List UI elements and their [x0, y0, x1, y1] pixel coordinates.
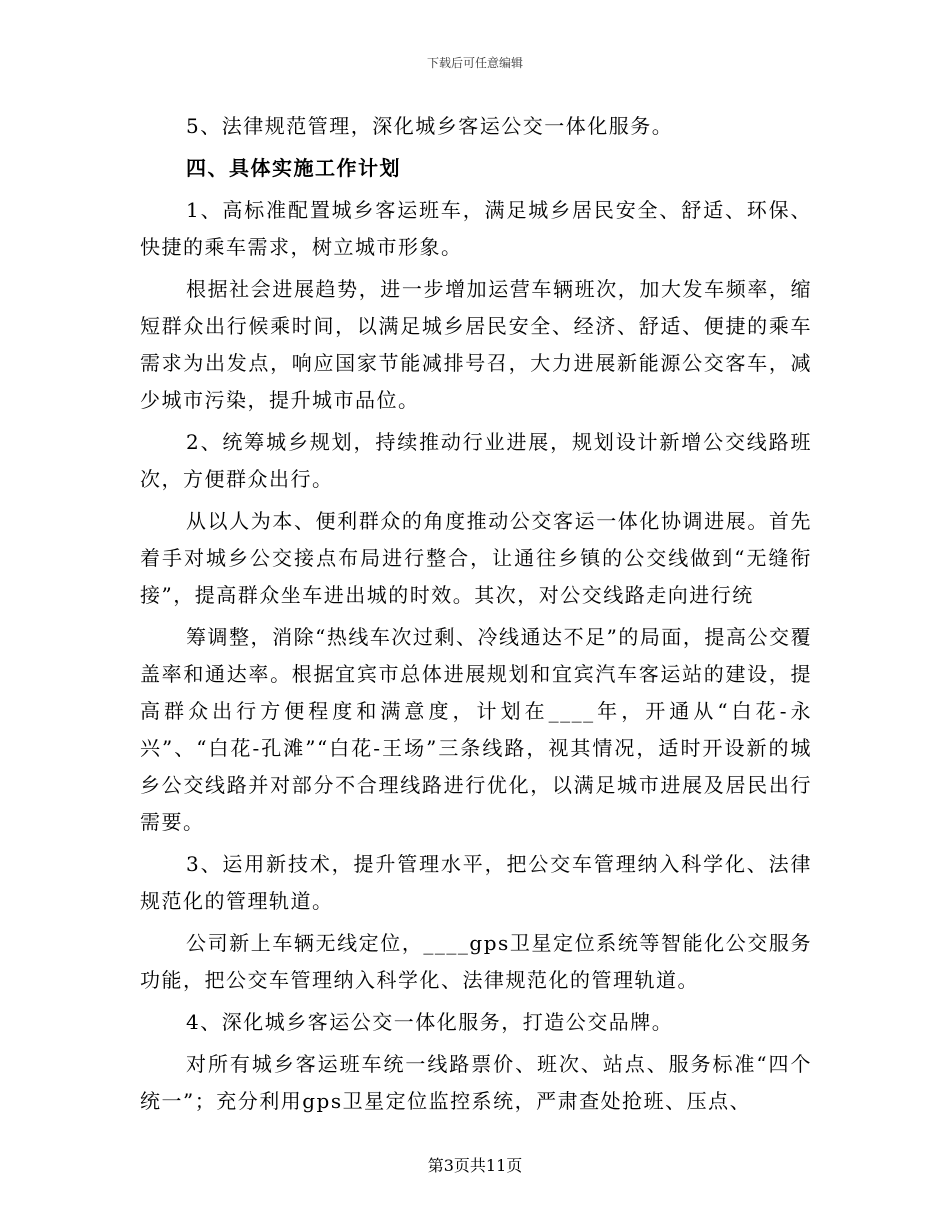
paragraph-item-2: 2、统筹城乡规划，持续推动行业进展，规划设计新增公交线路班次，方便群众出行。	[140, 430, 812, 491]
paragraph-item-3: 3、运用新技术，提升管理水平，把公交车管理纳入科学化、法律规范化的管理轨道。	[140, 852, 812, 913]
paragraph-gps: 公司新上车辆无线定位，____gps卫星定位系统等智能化公交服务功能，把公交车管理纳入科学化、法律规范化的管理轨道。	[140, 931, 812, 992]
paragraph-people-oriented: 从以人为本、便利群众的角度推动公交客运一体化协调进展。首先着手对城乡公交接点布局进行整合，让通往乡镇的公交线做到“无缝衔接”，提高群众坐车进出城的时效。其次，对公交线路走向进行统	[140, 509, 812, 607]
paragraph-unify: 对所有城乡客运班车统一线路票价、班次、站点、服务标准“四个统一”；充分利用gps卫星定位监控系统，严肃查处抢班、压点、	[140, 1052, 812, 1113]
paragraph-item-4: 4、深化城乡客运公交一体化服务，打造公交品牌。	[186, 1010, 674, 1034]
paragraph-trend: 根据社会进展趋势，进一步增加运营车辆班次，加大发车频率，缩短群众出行候乘时间，以满足城乡居民安全、经济、舒适、便捷的乘车需求为出发点，响应国家节能减排号召，大力进展新能源公交客车，减少城市污染，提升城市品位。	[140, 277, 812, 412]
paragraph-5-legal: 5、法律规范管理，深化城乡客运公交一体化服务。	[186, 114, 674, 138]
paragraph-route-adjust: 筹调整，消除“热线车次过剩、冷线通达不足”的局面，提高公交覆盖率和通达率。根据宜宾市总体进展规划和宜宾汽车客运站的建设，提高群众出行方便程度和满意度，计划在____年，开通从“白花-永兴”、“白花-孔滩”“白花-王场”三条线路，视其情况，适时开设新的城乡公交线路并对部分不合理线路进行优化，以满足城市进展及居民出行需要。	[140, 625, 812, 834]
paragraph-item-1: 1、高标准配置城乡客运班车，满足城乡居民安全、舒适、环保、快捷的乘车需求，树立城市形象。	[140, 198, 812, 259]
page-number: 第3页共11页	[427, 1156, 523, 1175]
document-body	[140, 108, 812, 1120]
page-header-note: 下载后可任意编辑	[426, 56, 523, 70]
section-heading: 四、具体实施工作计划	[186, 156, 401, 180]
